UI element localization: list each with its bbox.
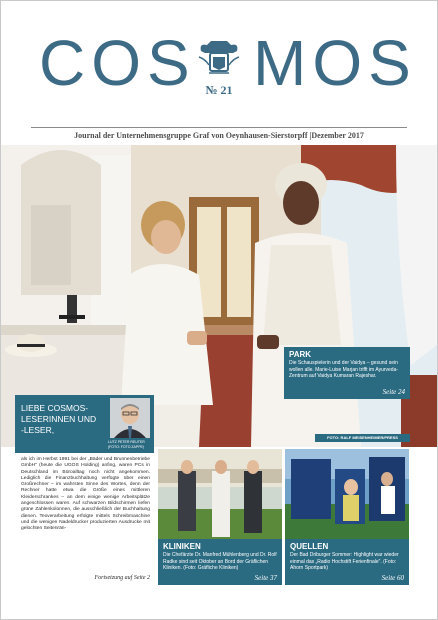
- park-teaser-title: PARK: [289, 350, 312, 359]
- kliniken-teaser-box[interactable]: [158, 539, 282, 585]
- editor-portrait-caption: LUTZ PETER REUTER (FOTO: FOTO ZAPPE): [108, 440, 145, 449]
- park-teaser-text: Die Schauspielerin und der Vaidya – gesund sein wollen alle. Marie-Luise Marjan trifft im Ayurveda-Zentrum auf Vaidya Kumaran Rajeshar.: [289, 360, 399, 379]
- kliniken-teaser-text: Die Chefärzte Dr. Manfred Mühlenberg und Dr. Rolf Radke sind seit Oktober an Bord der Gräflichen Kliniken. (Foto: Gräfliche Kliniken): [163, 552, 277, 571]
- crest-icon: [197, 37, 241, 77]
- masthead-word-right: MOS: [253, 27, 417, 99]
- quellen-teaser-box[interactable]: [285, 539, 409, 585]
- quellen-photo: [285, 449, 409, 539]
- kliniken-photo-illustration: [158, 449, 282, 539]
- kliniken-teaser-page: Seite 37: [254, 574, 277, 582]
- photo-credit: FOTO: RALF MEISENHEIMER/PRESS: [315, 434, 410, 442]
- masthead-subtitle: Journal der Unternehmensgruppe Graf von Oeynhausen-Sierstorpff |Dezember 2017: [74, 131, 364, 140]
- editorial-letter: [15, 395, 154, 585]
- issue-number: № 21: [205, 83, 233, 97]
- editorial-body: als ich im Herbst 1991 bei der „Bäder und Brunnenbetriebe GmbH“ (heute die UGOS Holding) anfing, waren PCs in Deutschland im Büroalltag noch nicht angekommen. Lediglich die Finanzbuchhaltung verfügte über einen Großrechner – im wahrsten Sinne des Wortes, denn der Rechner hatte etwa die Größe eines mittleren Kleiderschrankes – an dem einige wenige Arbeitsplätze angeschlossen waren. Auf schwarzen Bildschirmen liefen grüne Zahlenkolonnen, die ausschließlich der Buchhaltung dienen. Texverarbeitung erfolgte mittels Schreibmaschine und die wenigen Nadeldrucker produzierten Ausdrucke mit gelochten Seitenrän-: [21, 457, 150, 532]
- masthead: [1, 1, 437, 140]
- park-teaser-page: Seite 24: [382, 388, 405, 396]
- quellen-teaser-title: QUELLEN: [290, 542, 329, 551]
- editorial-title: LIEBE COSMOS-LESERINNEN UND -LESER,: [21, 403, 97, 435]
- masthead-rule: [31, 127, 407, 128]
- editorial-continuation[interactable]: Fortsetzung auf Seite 2: [94, 575, 150, 581]
- quellen-teaser-page: Seite 60: [381, 574, 404, 582]
- kliniken-teaser-title: KLINIKEN: [163, 542, 201, 551]
- park-teaser-box[interactable]: [284, 347, 410, 399]
- kliniken-photo: [158, 449, 282, 539]
- quellen-teaser-text: Der Bad Driburger Sommer: Highlight war wieder einmal das „Radio Hochstift Ferienfinale“. (Foto: Ahorn Sportpark): [290, 552, 399, 571]
- masthead-word-left: COS: [39, 27, 196, 99]
- quellen-photo-illustration: [285, 449, 409, 539]
- editorial-header: [15, 395, 154, 453]
- editor-portrait: [110, 398, 150, 438]
